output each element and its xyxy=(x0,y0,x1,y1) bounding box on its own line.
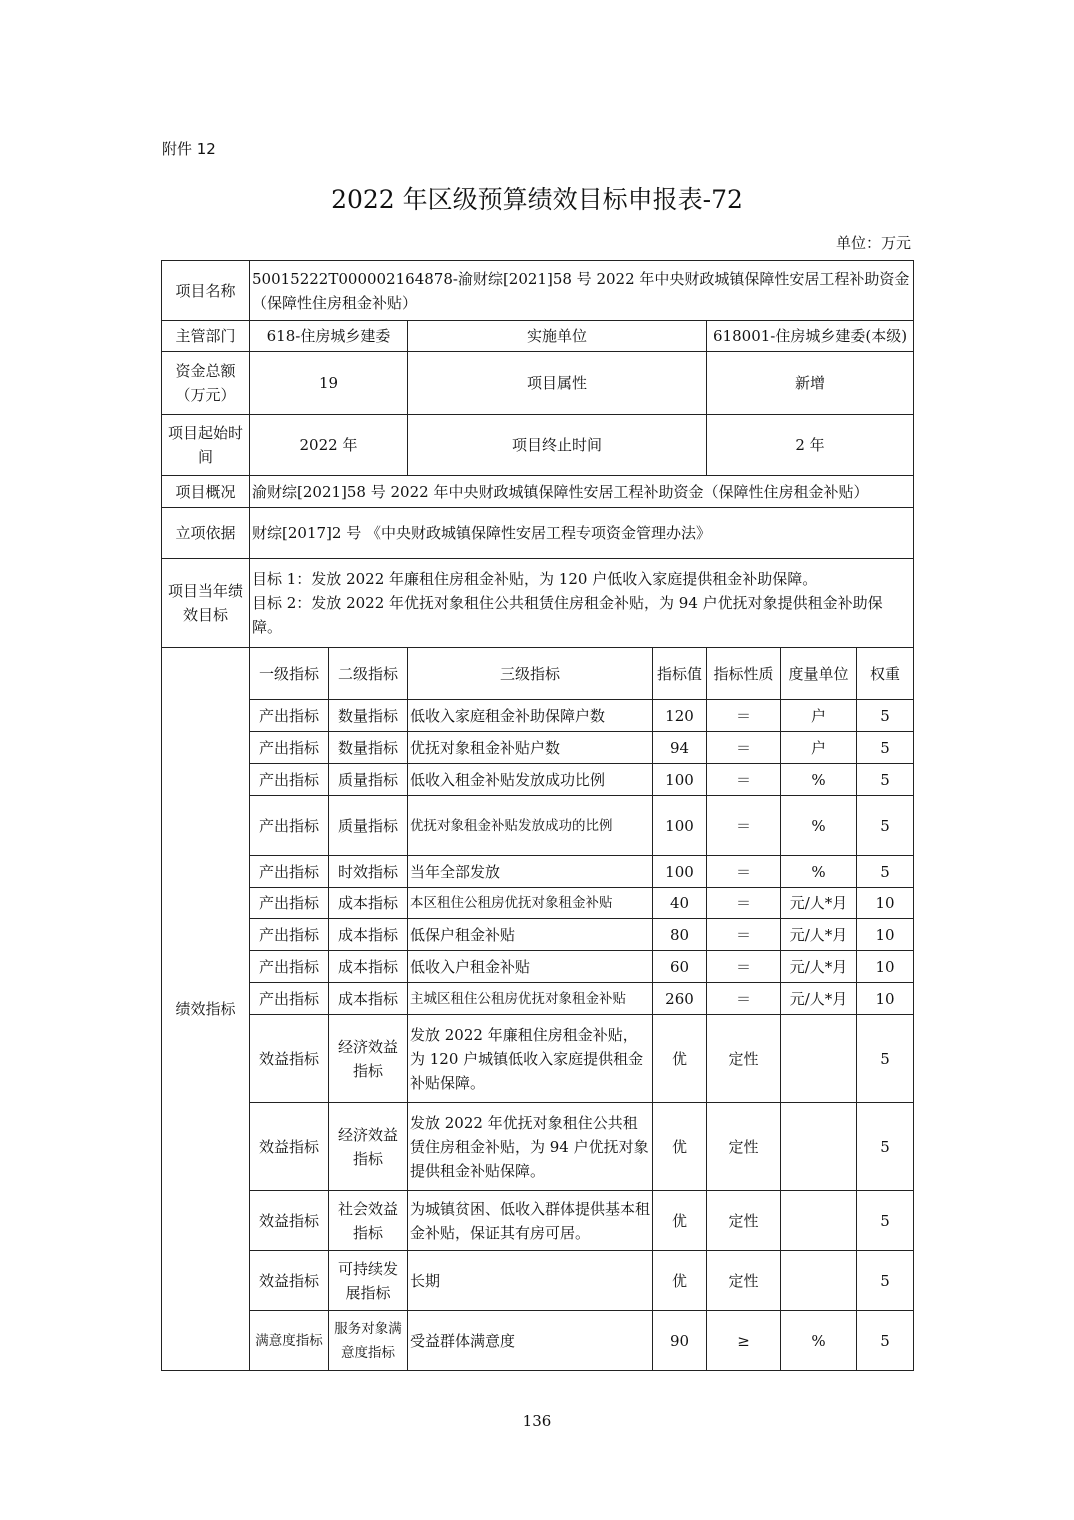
cell-nature: 定性 xyxy=(707,1191,781,1251)
cell-level2: 质量指标 xyxy=(329,764,408,796)
column-header: 权重 xyxy=(857,648,914,700)
cell-value: 40 xyxy=(653,888,707,919)
column-header: 指标性质 xyxy=(707,648,781,700)
cell-value: 80 xyxy=(653,919,707,951)
cell-weight: 5 xyxy=(857,1103,914,1191)
cell-nature: ＝ xyxy=(707,951,781,983)
column-header: 三级指标 xyxy=(408,648,653,700)
cell-level3: 优抚对象租金补贴发放成功的比例 xyxy=(408,796,653,856)
cell-level3: 低收入户租金补贴 xyxy=(408,951,653,983)
project-name-label: 项目名称 xyxy=(162,261,250,321)
cell-level2: 成本指标 xyxy=(329,951,408,983)
cell-weight: 5 xyxy=(857,1191,914,1251)
table-row xyxy=(162,983,914,1015)
cell-level3: 低收入租金补贴发放成功比例 xyxy=(408,764,653,796)
cell-level3: 发放 2022 年优抚对象租住公共租赁住房租金补贴，为 94 户优抚对象提供租金补贴保障。 xyxy=(408,1103,653,1191)
cell-level2: 质量指标 xyxy=(329,796,408,856)
table-row xyxy=(162,700,914,732)
cell-level1: 产出指标 xyxy=(250,700,329,732)
dept-label: 主管部门 xyxy=(162,321,250,352)
cell-weight: 10 xyxy=(857,919,914,951)
attachment-label: 附件 12 xyxy=(162,140,216,158)
cell-level1: 产出指标 xyxy=(250,764,329,796)
cell-level1: 产出指标 xyxy=(250,919,329,951)
cell-unit: % xyxy=(781,796,857,856)
cell-level2: 数量指标 xyxy=(329,700,408,732)
cell-value: 94 xyxy=(653,732,707,764)
cell-weight: 5 xyxy=(857,1251,914,1311)
unit-label: 单位：万元 xyxy=(835,234,911,252)
overview-label: 项目概况 xyxy=(162,476,250,508)
goals xyxy=(250,559,914,648)
end-label: 项目终止时间 xyxy=(408,415,707,476)
cell-nature: ＝ xyxy=(707,732,781,764)
page-number: 136 xyxy=(522,1412,552,1430)
impl-label: 实施单位 xyxy=(408,321,707,352)
column-header: 指标值 xyxy=(653,648,707,700)
performance-table xyxy=(161,260,914,1371)
cell-weight: 5 xyxy=(857,796,914,856)
cell-level3: 长期 xyxy=(408,1251,653,1311)
cell-value: 100 xyxy=(653,856,707,888)
cell-value: 优 xyxy=(653,1251,707,1311)
cell-level1: 效益指标 xyxy=(250,1191,329,1251)
attr-label: 项目属性 xyxy=(408,352,707,415)
cell-value: 120 xyxy=(653,700,707,732)
cell-unit: 元/人*月 xyxy=(781,888,857,919)
cell-value: 100 xyxy=(653,764,707,796)
table-row xyxy=(162,1251,914,1311)
cell-unit xyxy=(781,1251,857,1311)
cell-level3: 受益群体满意度 xyxy=(408,1311,653,1371)
cell-value: 优 xyxy=(653,1015,707,1103)
funds-label: 资金总额（万元） xyxy=(162,352,250,415)
cell-value: 优 xyxy=(653,1103,707,1191)
cell-level3: 主城区租住公租房优抚对象租金补贴 xyxy=(408,983,653,1015)
cell-level1: 效益指标 xyxy=(250,1103,329,1191)
cell-level1: 产出指标 xyxy=(250,983,329,1015)
cell-level1: 产出指标 xyxy=(250,888,329,919)
cell-level3: 低收入家庭租金补助保障户数 xyxy=(408,700,653,732)
cell-weight: 10 xyxy=(857,983,914,1015)
goal-2: 目标 2：发放 2022 年优抚对象租住公共租赁住房租金补贴，为 94 户优抚对象提供租金补助保障。 xyxy=(252,594,883,636)
cell-weight: 10 xyxy=(857,951,914,983)
cell-level3: 优抚对象租金补贴户数 xyxy=(408,732,653,764)
table-row xyxy=(162,888,914,919)
cell-weight: 10 xyxy=(857,888,914,919)
cell-value: 90 xyxy=(653,1311,707,1371)
table-row xyxy=(162,732,914,764)
cell-level2: 经济效益指标 xyxy=(329,1015,408,1103)
cell-level3: 当年全部发放 xyxy=(408,856,653,888)
impl: 618001-住房城乡建委(本级) xyxy=(707,321,914,352)
cell-level2: 服务对象满意度指标 xyxy=(329,1311,408,1371)
cell-level2: 成本指标 xyxy=(329,919,408,951)
cell-weight: 5 xyxy=(857,764,914,796)
cell-unit: 户 xyxy=(781,700,857,732)
table-row xyxy=(162,796,914,856)
cell-level1: 产出指标 xyxy=(250,856,329,888)
basis: 财综[2017]2 号 《中央财政城镇保障性安居工程专项资金管理办法》 xyxy=(250,508,914,559)
column-header: 度量单位 xyxy=(781,648,857,700)
cell-level2: 经济效益指标 xyxy=(329,1103,408,1191)
overview: 渝财综[2021]58 号 2022 年中央财政城镇保障性安居工程补助资金（保障性住房租金补贴） xyxy=(250,476,914,508)
table-row xyxy=(162,1103,914,1191)
cell-unit: 户 xyxy=(781,732,857,764)
cell-level3: 发放 2022 年廉租住房租金补贴，为 120 户城镇低收入家庭提供租金补贴保障。 xyxy=(408,1015,653,1103)
cell-level3: 为城镇贫困、低收入群体提供基本租金补贴，保证其有房可居。 xyxy=(408,1191,653,1251)
cell-level1: 满意度指标 xyxy=(250,1311,329,1371)
cell-nature: ＝ xyxy=(707,700,781,732)
goal-1: 目标 1：发放 2022 年廉租住房租金补贴，为 120 户低收入家庭提供租金补助保障。 xyxy=(252,570,818,588)
basis-label: 立项依据 xyxy=(162,508,250,559)
cell-nature: ＝ xyxy=(707,919,781,951)
cell-unit xyxy=(781,1191,857,1251)
cell-nature: 定性 xyxy=(707,1015,781,1103)
cell-level2: 时效指标 xyxy=(329,856,408,888)
cell-unit: % xyxy=(781,764,857,796)
project-name: 50015222T000002164878-渝财综[2021]58 号 2022 年中央财政城镇保障性安居工程补助资金（保障性住房租金补贴） xyxy=(250,261,914,321)
cell-unit: % xyxy=(781,1311,857,1371)
cell-value: 100 xyxy=(653,796,707,856)
cell-weight: 5 xyxy=(857,856,914,888)
end: 2 年 xyxy=(707,415,914,476)
cell-level1: 产出指标 xyxy=(250,732,329,764)
column-header: 二级指标 xyxy=(329,648,408,700)
cell-unit xyxy=(781,1015,857,1103)
cell-level1: 效益指标 xyxy=(250,1251,329,1311)
table-row xyxy=(162,1191,914,1251)
cell-nature: 定性 xyxy=(707,1251,781,1311)
cell-nature: ＝ xyxy=(707,983,781,1015)
cell-nature: ＝ xyxy=(707,888,781,919)
cell-value: 优 xyxy=(653,1191,707,1251)
attr: 新增 xyxy=(707,352,914,415)
cell-level1: 产出指标 xyxy=(250,951,329,983)
cell-nature: ＝ xyxy=(707,856,781,888)
cell-level2: 可持续发展指标 xyxy=(329,1251,408,1311)
table-row xyxy=(162,764,914,796)
cell-weight: 5 xyxy=(857,732,914,764)
cell-unit xyxy=(781,1103,857,1191)
cell-level1: 产出指标 xyxy=(250,796,329,856)
cell-level2: 数量指标 xyxy=(329,732,408,764)
cell-unit: 元/人*月 xyxy=(781,919,857,951)
cell-level1: 效益指标 xyxy=(250,1015,329,1103)
cell-level2: 成本指标 xyxy=(329,888,408,919)
cell-unit: % xyxy=(781,856,857,888)
cell-level3: 本区租住公租房优抚对象租金补贴 xyxy=(408,888,653,919)
cell-level2: 社会效益指标 xyxy=(329,1191,408,1251)
cell-nature: ≥ xyxy=(707,1311,781,1371)
table-row xyxy=(162,1015,914,1103)
funds: 19 xyxy=(250,352,408,415)
cell-weight: 5 xyxy=(857,1311,914,1371)
cell-weight: 5 xyxy=(857,700,914,732)
cell-nature: ＝ xyxy=(707,764,781,796)
cell-weight: 5 xyxy=(857,1015,914,1103)
cell-level3: 低保户租金补贴 xyxy=(408,919,653,951)
cell-nature: ＝ xyxy=(707,796,781,856)
indicators-label: 绩效指标 xyxy=(162,648,250,1371)
cell-unit: 元/人*月 xyxy=(781,983,857,1015)
goal-label: 项目当年绩效目标 xyxy=(162,559,250,648)
start-label: 项目起始时间 xyxy=(162,415,250,476)
cell-level2: 成本指标 xyxy=(329,983,408,1015)
cell-value: 260 xyxy=(653,983,707,1015)
page-title: 2022 年区级预算绩效目标申报表-72 xyxy=(331,185,743,214)
cell-unit: 元/人*月 xyxy=(781,951,857,983)
table-row xyxy=(162,1311,914,1371)
table-row xyxy=(162,951,914,983)
dept: 618-住房城乡建委 xyxy=(250,321,408,352)
start: 2022 年 xyxy=(250,415,408,476)
table-row xyxy=(162,856,914,888)
cell-value: 60 xyxy=(653,951,707,983)
table-row xyxy=(162,919,914,951)
column-header: 一级指标 xyxy=(250,648,329,700)
cell-nature: 定性 xyxy=(707,1103,781,1191)
